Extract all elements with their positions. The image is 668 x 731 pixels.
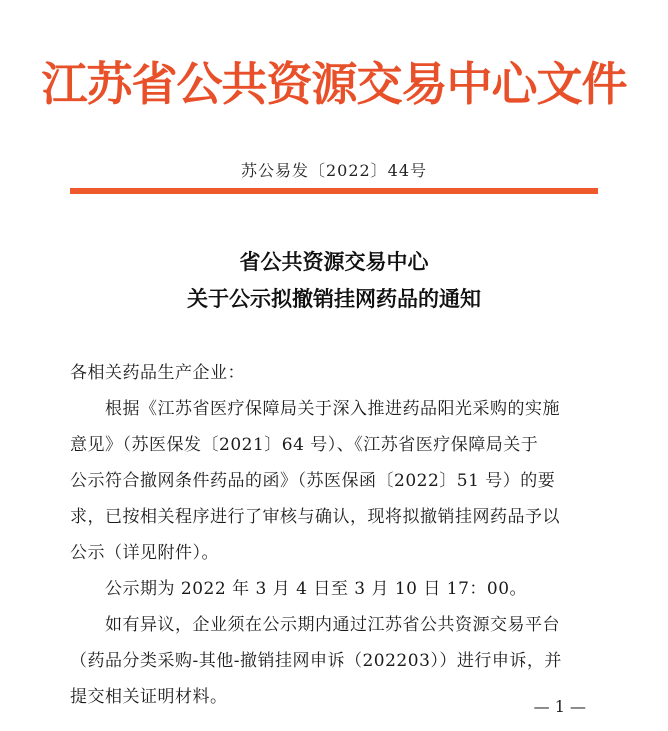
page-number: — 1 — <box>533 697 586 716</box>
body-line: 如有异议，企业须在公示期内通过江苏省公共资源交易平台 <box>70 615 560 635</box>
document-header-title: 江苏省公共资源交易中心文件 <box>41 57 627 111</box>
body-line: 根据《江苏省医疗保障局关于深入推进药品阳光采购的实施 <box>70 399 560 419</box>
body-line: 提交相关证明材料。 <box>70 687 228 707</box>
body-line: 各相关药品生产企业： <box>70 363 245 383</box>
body-line: 意见》（苏医保发〔2021〕64 号）、《江苏省医疗保障局关于 <box>70 435 539 455</box>
body-line: 求，已按相关程序进行了审核与确认，现将拟撤销挂网药品予以 <box>70 507 560 527</box>
body-line: （药品分类采购-其他-撤销挂网申诉（202203））进行申诉，并 <box>70 651 562 671</box>
notice-title-line-1: 省公共资源交易中心 <box>239 250 429 274</box>
body-line: 公示期为 2022 年 3 月 4 日至 3 月 10 日 17：00。 <box>70 579 528 599</box>
body-line: 公示（详见附件）。 <box>70 543 219 563</box>
document-number: 苏公易发〔2022〕44号 <box>240 161 428 180</box>
header-divider <box>70 188 598 194</box>
notice-title-line-2: 关于公示拟撤销挂网药品的通知 <box>187 287 481 311</box>
body-line: 公示符合撤网条件药品的函》（苏医保函〔2022〕51 号）的要 <box>70 471 556 491</box>
